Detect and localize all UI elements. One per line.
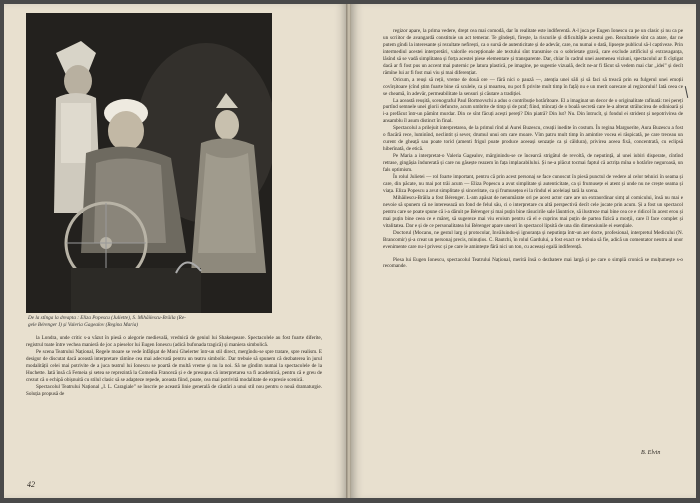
paragraph: Pe scena Teatrului Național, Regele moare se vede înfățișat de Moni Ghelerter într-un stil direct, mergîndu-se spre tratare, spre realism. E desigur de discutat dacă această interpretare rămîne cea mai adecvată pentru un teatru simbolic. Dar trebuie să spunem că dezbaterea în jurul modalității celei mai potrivite de a juca teatrul lui Ionescu se poartă de multă vreme și nu la noi. Să ne gîndim numai la spectacolele de la Huchette. Iată însă că Femeia și setea se reprezintă la Comedia Franceză și e de presupus că interpretarea va fi academică, pentru că e greu de crezut că o echipă obișnuită cu stilul clasic să se adapteze repede, aceasta fiind, poate, cea mai potrivită modalitate de expresie scenică.	[26, 348, 322, 383]
paragraph: Spectacolul Teatrului Național „I. L. Caragiale” se înscrie pe această linie generală de căutări a unui stil nou pentru o nouă dramaturgie. Soluția propusă de	[26, 383, 322, 397]
paragraph: Mihăilescu-Brăila a fost Bérenger. L-am apăsat de nenumărate ori pe acest actor care are un extraordinar simț al comicului, însă nu mai e nevoie să spunem că ne interesează un fond de felul său, ci o interpretare cu altă perspectivă decît cele jucate prin acum. Și a fost un spectacol pentru care se poate spune că i-a dăruit pe Bérenger și mai puțin bine răsucirile sale lăuntrice, să ilustreze mai bine cea ce e ridicol în acest erou și mai puțin bine ceea ce e măreț, să sugereze mai viu eroism pentru că el e cuprins mai puțin de partea fizică a morții, care îl face complet și vitalitatea. Dar e și de ce personalitatea lui Bérenger apare uneori în spectacol lipsită de una din dimensiunile ei esențiale.	[383, 194, 683, 229]
caption-line: De la stînga la dreapta : Eliza Popescu (Juliette), S. Mihăilescu-Brăila (Re-	[28, 315, 186, 321]
theatre-photo	[26, 13, 272, 313]
paragraph: Piesa lui Eugen Ionescu, spectacolul Teatrului Național, merită însă o dezbatere mai largă și pe care o simplă cronică se mulțumește s-o recomande.	[383, 256, 683, 270]
paragraph: Pe Maria a interpretat-o Valeria Gagealov, mărginindu-se ce încearcă strigătul de revoltă, de neputință, al unei iubiri disperate, cîntînd retrase, gingășia îndurerată și care nu găsește reazem în fața implacabilului. Și ne-a plăcut tocmai faptul că actrița mîna o hotărîre neguroasă, un fals optimism.	[383, 153, 683, 174]
caption-line: gele Bérenger I) și Valeria Gagealov (Regina Maria)	[28, 321, 139, 328]
paragraph: La această reușită, scenograful Paul Bortnovschi a adus o contribuție hotărîtoare. El a imaginat un decor de o originalitate rafinată: trei pereți purtînd semnele unei glorii defuncte, acum umbrite de timp și de praf; fiind, mîncați de o boală secretă care le-a alterat strălucirea de odinioară și i-a prefăcut într-un pămînt murdar. Din ce sînt făcuți acești pereți? Din piatră? Din lut? Nu. Din întrucît, și fondul ei strident și nepotrivirea de ansamblu îl asum distinct în final.	[383, 97, 683, 125]
photo-caption	[28, 315, 278, 328]
left-article-text	[26, 335, 322, 398]
author-signature: B. Elvin	[641, 450, 661, 456]
right-article-text	[383, 28, 683, 270]
page-number: 42	[27, 480, 35, 489]
paragraph: regizor apare, la prima vedere, drept cea mai comodă, dar în realitate este indiferentă. A-l juca pe Eugen Ionescu ca pe un clasic și nu ca pe un scriitor de avangardă constituie un act temerar. Te gîndești, firește, la riscurile și dificultățile acestui gen. Rezultatele sînt ca atare, dar ne putem gîndi la interesante și rezultate nefirești, ca o sursă de autenticitate și de adevăr, care, nu numai o dată, lipsește publicul să-l captiveze. Prin intermediul acestei interpretări, valorile excepționale ale textului sînt transmise cu o sobrietate gravă, care exclude artificiul și extravaganța, lăsînd să se vadă simplitatea și forța acestei piese elementare și transparente. Dar, chiar în cadrul unei asemenea viziuni, spectacolul ar fi cîștigat dacă ar fi fost pus un accent mai puternic pe latura plastică, pe imagine, pe sugestie vizuală, decît ne-ar fi făcut să vedem mai clar „idei” și decît rămîne lui ar fi fost mai viu și mai diferențiat.	[383, 28, 683, 76]
paragraph: Oricum, a reuși să reții, vreme de două ore — fără nici o pauză —, atenția unei săli și să faci să treacă prin ea fulgerul unei emoții covîrșitoare (cînd știm foarte bine că sculele, ca și moartea, nu pot fi privite mult timp în față) nu e un merit oarecare al regizorului! Iată ceea ce se cheamă, în adevăr, permeabilitate la sensuri și căutare a tradiției.	[383, 76, 683, 97]
paragraph: la Londra, unde critic s-a văzut în piesă o alegorie medievală, vrednică de geniul lui Shakespeare. Spectacolele au fost foarte diferite, registrul toate între vechea manieră de joc a pieselor lui Eugen Ionescu (adică bufonada tragică) și maniera simbolică.	[26, 335, 322, 348]
stage-scene-illustration	[26, 13, 272, 313]
right-page	[351, 4, 696, 498]
paragraph: Spectacolul a prilejuit interpretarea, de la primul rînd al Aurei Buzescu, creații inedite în costum. În regina Marguerite, Aura Buzescu a fost o flacără rece, luminînd, neclintit și sever, drumul unui om care moare. Vîm patru mult timp în amintire vocea ei răspicată, pe care treceau un curent de gheață sau poate torid (amenti frigul poate produce aceeași senzație ca și căldura), privirea aceea fixă, concentrată, cu eclipsă hiberînată, de etică.	[383, 125, 683, 153]
pencil-mark	[685, 86, 688, 98]
paragraph: Doctorul (Mocanu, ne gestul larg și protocolar, Invăluindu-și ignoranța și neputința într-un aer docte, profesional, interpretul Medicului (N. Brancomir) și-a creat un personaj precis, minuțios. C. Rautchi, în rolul Gardului, a fost exact ce trebuia să fie, adică un comentator neutru al unor evenimente care nu-l privesc și pe care le amintește fără nici un ton, cu aceeași egală indiferență.	[383, 229, 683, 250]
left-page	[4, 4, 347, 498]
paragraph: În rolul Julietei — rol foarte important, pentru că prin acest personaj se face cunoscut în piesă punctul de vedere al celor tehnici în seama și care, din păcate, nu mai pot trăi acum — Eliza Popescu a avut simplitate și autenticitate, ca și frumusețe ei atent și unde nu ne crește seama și viața. Eliza Popescu a avut simplitate și sinceritate, ca și frumusețea ei la rîndul ei aceleiași tară la scena.	[383, 174, 683, 194]
